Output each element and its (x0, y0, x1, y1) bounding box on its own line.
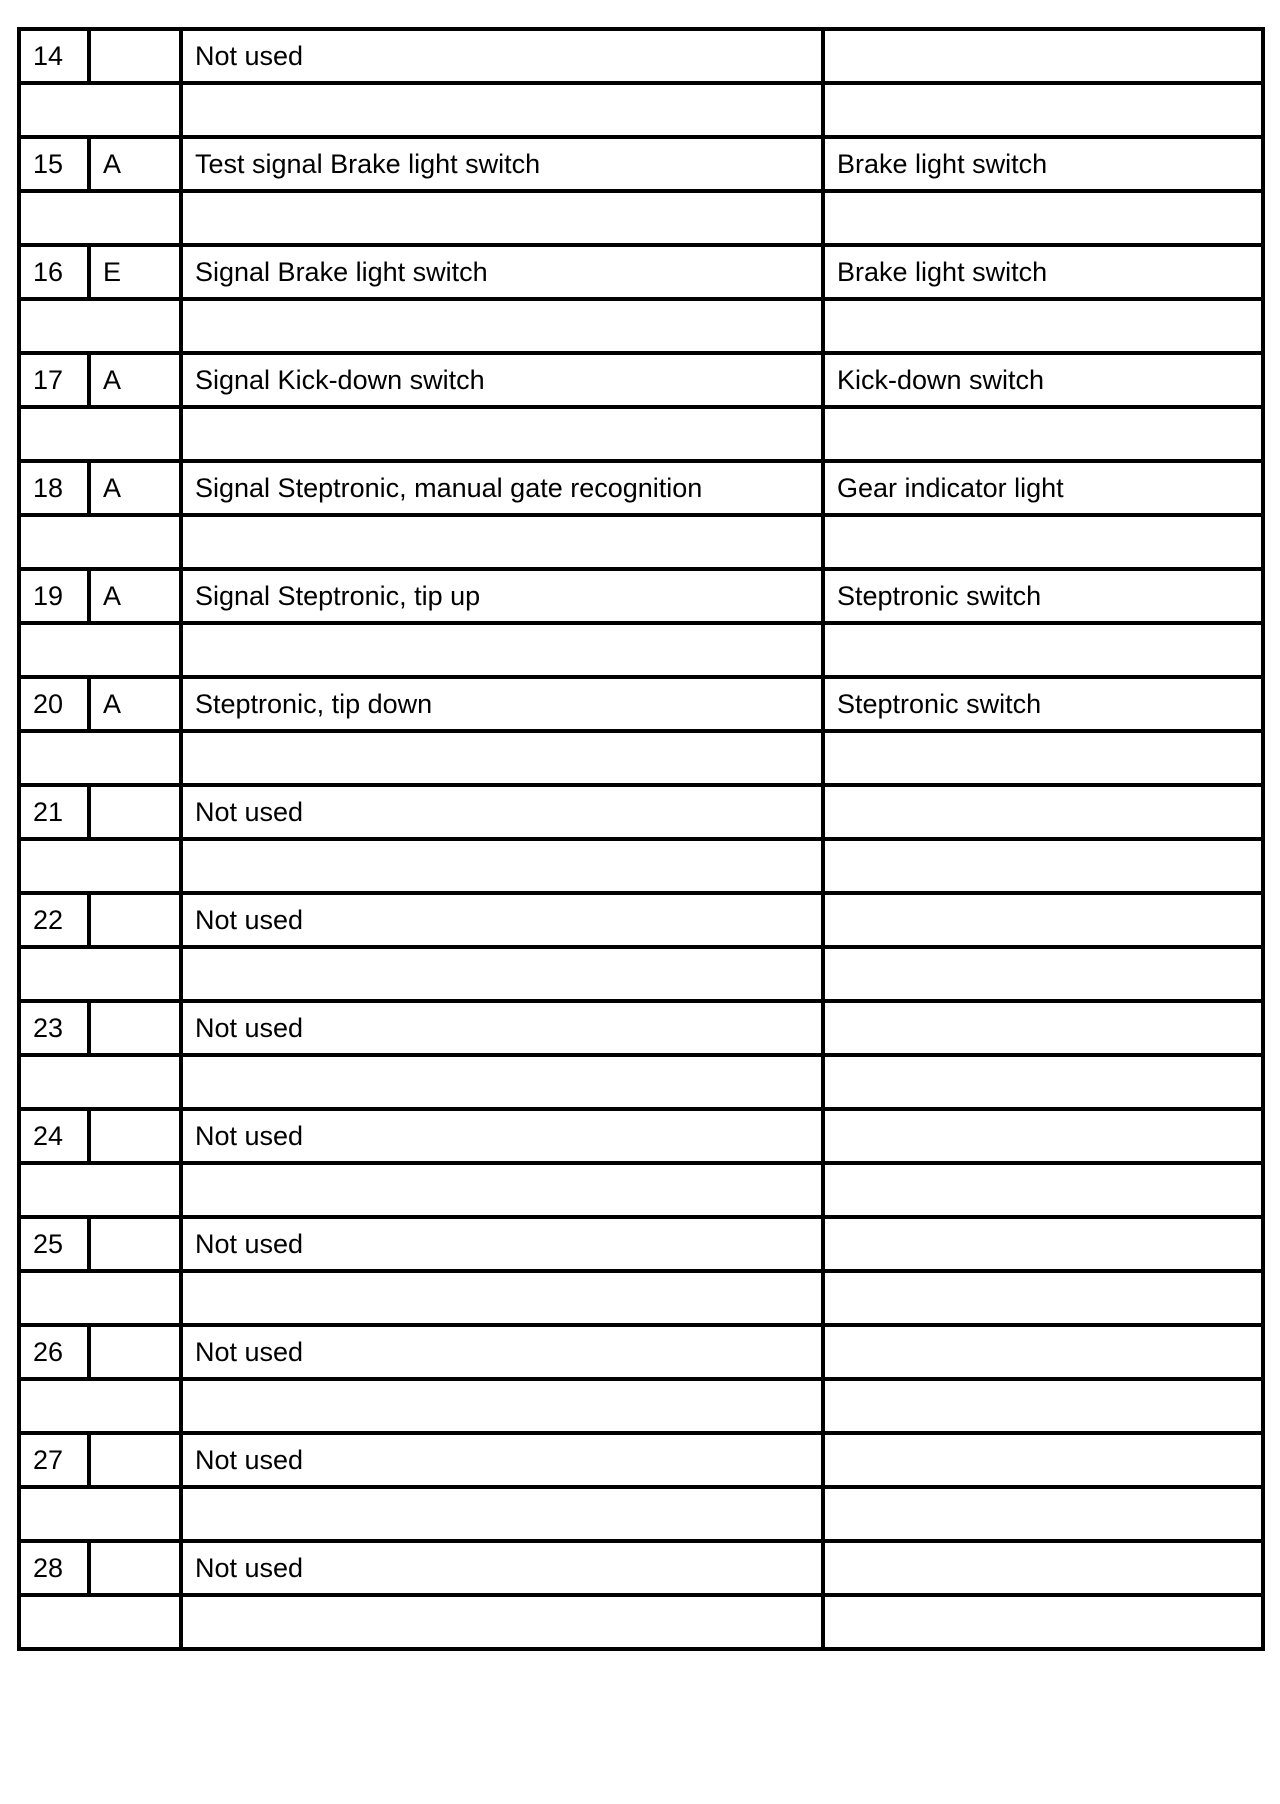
signal-type-cell (89, 785, 181, 839)
pin-row (19, 245, 1263, 299)
spacer-cell (181, 1595, 823, 1649)
signal-description-cell: Not used (181, 1217, 823, 1271)
spacer-cell (19, 731, 181, 785)
spacer-cell (823, 1595, 1263, 1649)
signal-description-cell: Signal Steptronic, tip up (181, 569, 823, 623)
spacer-cell (181, 83, 823, 137)
spacer-row (19, 1595, 1263, 1649)
signal-description-cell: Test signal Brake light switch (181, 137, 823, 191)
spacer-cell (823, 299, 1263, 353)
pin-number-cell: 26 (19, 1325, 89, 1379)
spacer-cell (19, 1163, 181, 1217)
spacer-cell (823, 515, 1263, 569)
pin-row (19, 137, 1263, 191)
spacer-cell (19, 623, 181, 677)
signal-type-cell (89, 1001, 181, 1055)
signal-type-cell: A (89, 569, 181, 623)
pin-number-cell: 25 (19, 1217, 89, 1271)
component-cell: Steptronic switch (823, 569, 1263, 623)
signal-description-cell: Signal Kick-down switch (181, 353, 823, 407)
signal-type-cell: A (89, 137, 181, 191)
spacer-cell (181, 1055, 823, 1109)
spacer-cell (823, 407, 1263, 461)
spacer-row (19, 83, 1263, 137)
spacer-cell (181, 1487, 823, 1541)
spacer-cell (19, 1487, 181, 1541)
component-cell (823, 1325, 1263, 1379)
signal-description-cell: Not used (181, 1001, 823, 1055)
component-cell (823, 785, 1263, 839)
pin-row (19, 1109, 1263, 1163)
pin-number-cell: 15 (19, 137, 89, 191)
spacer-cell (823, 947, 1263, 1001)
spacer-cell (823, 1487, 1263, 1541)
signal-description-cell: Not used (181, 1541, 823, 1595)
spacer-cell (19, 1055, 181, 1109)
pin-row (19, 29, 1263, 83)
component-cell (823, 1541, 1263, 1595)
pin-assignment-table (17, 27, 1265, 1651)
spacer-cell (19, 83, 181, 137)
spacer-cell (823, 1055, 1263, 1109)
component-cell (823, 1433, 1263, 1487)
pin-number-cell: 28 (19, 1541, 89, 1595)
spacer-cell (823, 1379, 1263, 1433)
spacer-cell (181, 947, 823, 1001)
spacer-cell (181, 839, 823, 893)
pin-number-cell: 20 (19, 677, 89, 731)
spacer-row (19, 947, 1263, 1001)
signal-type-cell (89, 1217, 181, 1271)
component-cell (823, 893, 1263, 947)
signal-type-cell (89, 1109, 181, 1163)
component-cell (823, 1001, 1263, 1055)
spacer-cell (19, 407, 181, 461)
pin-number-cell: 24 (19, 1109, 89, 1163)
pin-row (19, 893, 1263, 947)
component-cell: Brake light switch (823, 137, 1263, 191)
signal-type-cell: A (89, 677, 181, 731)
spacer-cell (181, 731, 823, 785)
spacer-cell (181, 191, 823, 245)
spacer-row (19, 407, 1263, 461)
signal-description-cell: Not used (181, 29, 823, 83)
spacer-row (19, 515, 1263, 569)
pin-row (19, 785, 1263, 839)
signal-type-cell (89, 1433, 181, 1487)
signal-description-cell: Not used (181, 1433, 823, 1487)
spacer-row (19, 1271, 1263, 1325)
spacer-row (19, 1055, 1263, 1109)
signal-description-cell: Signal Steptronic, manual gate recognition (181, 461, 823, 515)
component-cell (823, 1109, 1263, 1163)
spacer-cell (19, 839, 181, 893)
spacer-cell (823, 623, 1263, 677)
pin-row (19, 677, 1263, 731)
pin-row (19, 1325, 1263, 1379)
pin-number-cell: 19 (19, 569, 89, 623)
spacer-row (19, 839, 1263, 893)
spacer-cell (181, 299, 823, 353)
spacer-cell (19, 1379, 181, 1433)
pin-number-cell: 14 (19, 29, 89, 83)
pin-row (19, 569, 1263, 623)
spacer-cell (181, 515, 823, 569)
pin-row (19, 1433, 1263, 1487)
spacer-row (19, 1379, 1263, 1433)
spacer-cell (19, 299, 181, 353)
pin-row (19, 1541, 1263, 1595)
component-cell (823, 1217, 1263, 1271)
spacer-cell (19, 1595, 181, 1649)
signal-description-cell: Steptronic, tip down (181, 677, 823, 731)
signal-description-cell: Not used (181, 893, 823, 947)
spacer-cell (181, 1271, 823, 1325)
pin-row (19, 1001, 1263, 1055)
spacer-cell (19, 947, 181, 1001)
spacer-cell (181, 1163, 823, 1217)
signal-type-cell (89, 29, 181, 83)
pin-number-cell: 21 (19, 785, 89, 839)
signal-type-cell: A (89, 461, 181, 515)
spacer-cell (823, 839, 1263, 893)
pin-row (19, 1217, 1263, 1271)
spacer-cell (19, 191, 181, 245)
signal-type-cell (89, 1541, 181, 1595)
spacer-row (19, 623, 1263, 677)
signal-description-cell: Signal Brake light switch (181, 245, 823, 299)
pin-number-cell: 16 (19, 245, 89, 299)
pin-table-body (19, 29, 1263, 1649)
spacer-cell (181, 407, 823, 461)
pin-row (19, 461, 1263, 515)
signal-type-cell (89, 893, 181, 947)
spacer-cell (823, 1163, 1263, 1217)
spacer-cell (19, 515, 181, 569)
signal-description-cell: Not used (181, 785, 823, 839)
spacer-cell (823, 191, 1263, 245)
component-cell: Kick-down switch (823, 353, 1263, 407)
component-cell: Steptronic switch (823, 677, 1263, 731)
component-cell: Gear indicator light (823, 461, 1263, 515)
spacer-cell (823, 83, 1263, 137)
spacer-row (19, 731, 1263, 785)
pin-number-cell: 18 (19, 461, 89, 515)
signal-description-cell: Not used (181, 1109, 823, 1163)
spacer-row (19, 1163, 1263, 1217)
spacer-cell (823, 1271, 1263, 1325)
pin-row (19, 353, 1263, 407)
spacer-cell (19, 1271, 181, 1325)
pin-number-cell: 17 (19, 353, 89, 407)
spacer-cell (181, 623, 823, 677)
spacer-row (19, 1487, 1263, 1541)
pin-number-cell: 22 (19, 893, 89, 947)
signal-type-cell (89, 1325, 181, 1379)
spacer-cell (823, 731, 1263, 785)
pin-number-cell: 23 (19, 1001, 89, 1055)
signal-description-cell: Not used (181, 1325, 823, 1379)
pin-number-cell: 27 (19, 1433, 89, 1487)
spacer-row (19, 299, 1263, 353)
component-cell: Brake light switch (823, 245, 1263, 299)
spacer-row (19, 191, 1263, 245)
spacer-cell (181, 1379, 823, 1433)
signal-type-cell: A (89, 353, 181, 407)
signal-type-cell: E (89, 245, 181, 299)
component-cell (823, 29, 1263, 83)
